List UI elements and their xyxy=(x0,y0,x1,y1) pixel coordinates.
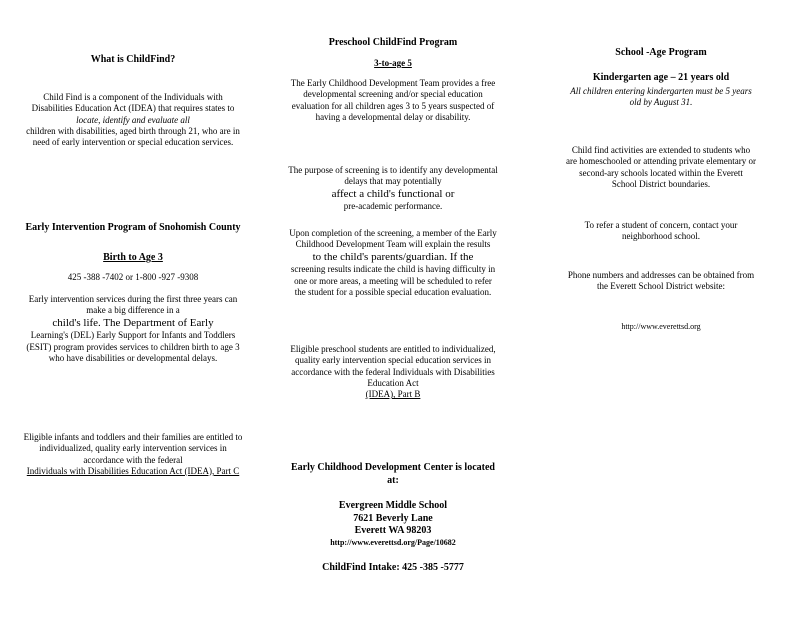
screening-purpose-text-2: pre-academic performance. xyxy=(343,201,443,212)
screening-completion-text: Upon completion of the screening, a member of the Early Childhood Development Team will explain the results xyxy=(289,228,497,250)
screening-completion-large: to the child's parents/guardian. If the xyxy=(312,250,474,263)
screening-purpose-text: The purpose of screening is to identify any developmental delays that may potentially xyxy=(288,165,498,187)
preschool-title: Preschool ChildFind Program xyxy=(328,37,458,48)
what-is-childfind-text: Child Find is a component of the Individuals with Disabilities Education Act (IDEA) that requires states to xyxy=(31,92,235,114)
school-name: Evergreen Middle School xyxy=(338,500,448,511)
preschool-age-range: 3-to-age 5 xyxy=(374,58,412,68)
early-intervention-text-large: child's life. The Department of Early xyxy=(52,316,214,329)
locate-identify-evaluate: locate, identify and evaluate all xyxy=(76,114,190,125)
early-intervention-phone: 425 -388 -7402 or 1-800 -927 -9308 xyxy=(67,272,199,282)
early-intervention-text-2: Learning's (DEL) Early Support for Infants and Toddlers (ESIT) program provides services to children birth to age 3 who have disabilities or developmental delays. xyxy=(26,330,240,363)
school-age-title: School -Age Program xyxy=(615,47,707,58)
district-website-link[interactable]: http://www.everettsd.org xyxy=(621,322,701,331)
idea-part-b: (IDEA), Part B xyxy=(365,389,421,399)
city-state-zip: Everett WA 98203 xyxy=(354,525,432,536)
preschool-eligible-text: Eligible preschool students are entitled to individualized, quality early intervention special education services in accordance with the federal Individuals with Disabilities Education Act xyxy=(290,344,496,388)
extended-services-text: Child find activities are extended to students who are homeschooled or attending private elementary or second-ary schools located within the Everett School District boundaries. xyxy=(566,145,756,189)
preschool-website-link[interactable]: http://www.everettsd.org/Page/10682 xyxy=(330,537,456,547)
phone-numbers-note: Phone numbers and addresses can be obtained from the Everett School District website: xyxy=(567,270,755,292)
idea-part-c: Individuals with Disabilities Education Act (IDEA), Part C xyxy=(26,465,240,476)
early-intervention-title: Early Intervention Program of Snohomish County xyxy=(25,222,241,233)
screening-completion-text-2: screening results indicate the child is having difficulty in one or more areas, a meeting will be scheduled to refer the student for a possible special education evaluation. xyxy=(290,264,496,297)
infants-eligible-text: Eligible infants and toddlers and their families are entitled to individualized, quality early intervention services in accordance with the federal xyxy=(23,432,243,465)
what-is-childfind-text-2: children with disabilities, aged birth through 21, who are in need of early intervention or special education services. xyxy=(26,125,240,147)
refer-student-text: To refer a student of concern, contact your neighborhood school. xyxy=(584,220,738,242)
birth-to-age-3: Birth to Age 3 xyxy=(103,252,163,263)
kindergarten-title: Kindergarten age – 21 years old xyxy=(592,72,730,83)
kindergarten-note: All children entering kindergarten must be 5 years old by August 31. xyxy=(570,86,752,108)
street-address: 7621 Beverly Lane xyxy=(353,512,433,524)
early-intervention-text: Early intervention services during the first three years can make a big difference in a xyxy=(28,294,238,316)
screening-purpose-large: affect a child's functional or xyxy=(331,187,455,200)
what-is-childfind-title: What is ChildFind? xyxy=(90,54,176,65)
preschool-intro: The Early Childhood Development Team provides a free developmental screening and/or special education evaluation for all children ages 3 to 5 years suspected of having a developmental delay or disability. xyxy=(290,78,496,122)
childfind-intake-phone: ChildFind Intake: 425 -385 -5777 xyxy=(322,562,464,573)
center-location-title: Early Childhood Development Center is located at: xyxy=(291,462,495,486)
